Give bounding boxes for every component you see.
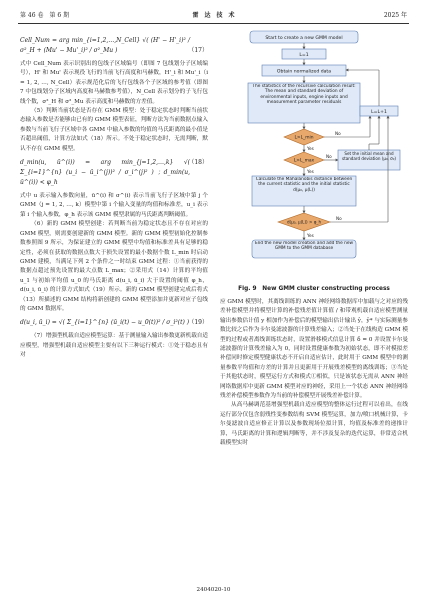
equation-19-body: d(u_i, ū_i) = √( Σ_{i=1}^{n} (ū_i(t) − u_0(t))² / σ_i²(t) ) bbox=[20, 319, 190, 327]
paragraph-step-6: （6）新的 GMM 模型创建：若判断当前为稳定状态且不存在对应的 GMM 模型，则需要创建新的 GMM 模型。新的 GMM 模型初始化控制参数参照图 9 所示，为保证建立的 GMM 模型中均值和标准差具有足够的稳定性，必须在获取的数据点数大于损失设置的最小数据个数 L_min 时启动 GMM 建模，当满足下列 2 个条件之一时结束 GMM 过程：①当前获得的数据点超过预先设置的最大点数 L_max；②采用式（14）计算的平均值 u_1 与初始平均值 u_0 的马氏距离 d(u_i, ū_i) 大于设置的阈值 φ_h，d(u_i, ū_i) 的计算方式如式（19）所示。新的 GMM 模型创建完成后将式（13）所描述的 GMM 结构将新创建的 GMM 模型添加并更新对应子包线的 GMM 数据库。 bbox=[20, 221, 208, 312]
header-journal-volume: 第 46 卷 第 6 期 bbox=[20, 12, 70, 19]
node-start-label: Start to create a new GMM model bbox=[265, 36, 343, 41]
node-statistics-label: The statistics of the recursive calculation result: The mean and standard deviation of environmental inputs, engine inputs and measurement parameter residuals bbox=[252, 84, 356, 106]
equation-19 bbox=[20, 318, 208, 328]
figure-caption: Fig. 9 New GMM cluster constructing process bbox=[238, 286, 390, 292]
paragraph-step-7: （7）增强型机载自适应模型运算：基于测量输入输出参数更新机载自适应模型，增强型机载自适应模型主要有以下三种运行模式：①处于稳态且有对 bbox=[20, 333, 208, 359]
header-journal-title: 雷 达 技 术 bbox=[192, 12, 235, 19]
header-rule bbox=[18, 23, 409, 24]
equation-18-number: （18） bbox=[188, 159, 208, 167]
paragraph-operating-modes: 应 GMM 模型时，其离线训练的 ANN 神经网络数据库中加载与之对应的残差补偿模型并将模型计算的补偿残差值计算值 / 和带观机载自适应模型测量输出参数估计值 y 相加作为补偿后的模型输出估计输出 ŷ，ŷ* 与实际测量参数比较之后作为卡尔曼滤波器的计算残差输入；②当处于在线构造 GMM 模型的过程或者离线训练状态时，设置滑移模式信息计算 δ = 0 并设置卡尔曼滤波器的计算残差输入为 0，同时设置健康参数为初始状态，即不对模拟差补偿同时修定模型健康状态不开启自适应估计，此时用于 GMM 模型中的测量参数平均值和方差的计算并且更新用于开展残差模型的离线训练；③当处于其他状态时，模型运行方式和模式①相似，只是该状态无需从 ANN 神经网络数据库中更新 GMM 模型对应的神经，采用上一个状态 ANN 神经网络残差补偿模型参数作为当前的补偿模型开展残差补偿计算。 bbox=[220, 299, 408, 400]
label-lmin-no: No bbox=[335, 131, 341, 136]
flowchart-svg bbox=[220, 28, 408, 278]
equation-19-number: （19） bbox=[188, 319, 208, 327]
label-distance-yes: Yes bbox=[307, 233, 314, 238]
label-lmin-yes: Yes bbox=[307, 146, 314, 151]
node-init-label: L=1 bbox=[299, 53, 309, 58]
equation-18 bbox=[20, 158, 208, 188]
paragraph-overall-process: 从高马赫调范基增强型机载自适应模型的整体运行过程可以看出，在线运行部分仅包含弱残性变参数结构 SVM 模型运算，加力/喷口机械计算，卡尔曼滤波自适应修正计算以及参数现场位拟计算，均值及标准差的递推计算，马氏距离的计算和逻辑判断等，并不涉及复杂的迭代运算，非常适合机载模型实时 bbox=[220, 402, 408, 447]
node-calculate-label: Calculate the Mahalanobis distance between the current statistic and the initial statistic d(μ₀, μ(L)) bbox=[255, 177, 353, 193]
equation-17 bbox=[20, 36, 208, 56]
header-year: 2025 年 bbox=[383, 12, 407, 19]
node-decision-lmin-label: L>L_min bbox=[294, 135, 314, 141]
right-column bbox=[220, 298, 408, 449]
paragraph-cell-num: 式中 Cell_Num 表示识别出的包线子区域编号（即图 7 包线划分子区域编号），H' 和 Mu' 表示现役飞行的当前飞行高度和马赫数，H'_i 和 Mu'_i（i = 1, 2, …, N_Cell）表示规范化后的飞行包线各个子区域的参考值（即图 7 中包线划分子区域内高度和马赫数参考值），N_Cell 表示划分的子飞行包线个数，σ²_H 和 σ²_Mu 表示高度和马赫数的方差值。 bbox=[20, 61, 208, 105]
equation-17-number: （17） bbox=[188, 47, 208, 54]
page-footer-id: 2404020-10 bbox=[196, 587, 231, 593]
left-column bbox=[20, 30, 208, 361]
node-set-initial-label: Set the initial mean and standard deviation (μ₀, σ₀) bbox=[341, 151, 397, 161]
figure-9-flowchart bbox=[220, 28, 408, 278]
equation-17-body: Cell_Num = arg min_{i=1,2,…,N_Cell} √( (H' − H'_i)² / σ²_H + (Mu' − Mu'_i)² / σ²_Mu ) bbox=[20, 37, 190, 54]
label-lmax-yes: Yes bbox=[307, 169, 314, 174]
paragraph-step-5: （5）判断当前状态是否存在 GMM 模型：处于稳定状态时判断当前状态输入参数是否能够由已有的 GMM 模型表征，判断方法为当前数据点输入参数与当前飞行子区域中各 GMM 中输入参数的均值的马氏距离的最小值是否超出阈值，计算方法如式（18）所示。不处于稳定状态时，无需判断，默认不存在 GMM 模型。 bbox=[20, 108, 208, 152]
label-distance-no: No bbox=[336, 216, 342, 221]
node-end-label: End the new model creation and add the new GMM to the GMM database bbox=[254, 241, 354, 252]
paragraph-variable-definitions: 式中 u 表示输入参数向量，ū^(i) 和 σ^(i) 表示当前飞行子区域中第 j 个 GMM（j = 1, 2, …, k）模型中第 i 个输入变量的均值和标准差，u_i 表示第 i 个输入参数，φ_h 表示该 GMM 模型隶属的马氏距离判断阈值。 bbox=[20, 193, 208, 218]
equation-18-body: d_min(u, ū^(i)) = arg min_{j=1,2,…,k} √( Σ_{i=1}^{n} (u_i − ū_i^(j))² / σ_i^(j)² ) ；d_min(u, ū^(i)) < φ_h bbox=[20, 159, 190, 187]
label-lmax-no: No bbox=[326, 154, 332, 159]
node-increment-label: L=L+1 bbox=[371, 110, 387, 115]
node-obtain-label: Obtain normalized data bbox=[276, 69, 332, 75]
node-decision-distance-label: d(μ₀, μ(L)) > φ_h bbox=[286, 219, 322, 225]
node-decision-lmax-label: L>L_max bbox=[293, 158, 315, 164]
